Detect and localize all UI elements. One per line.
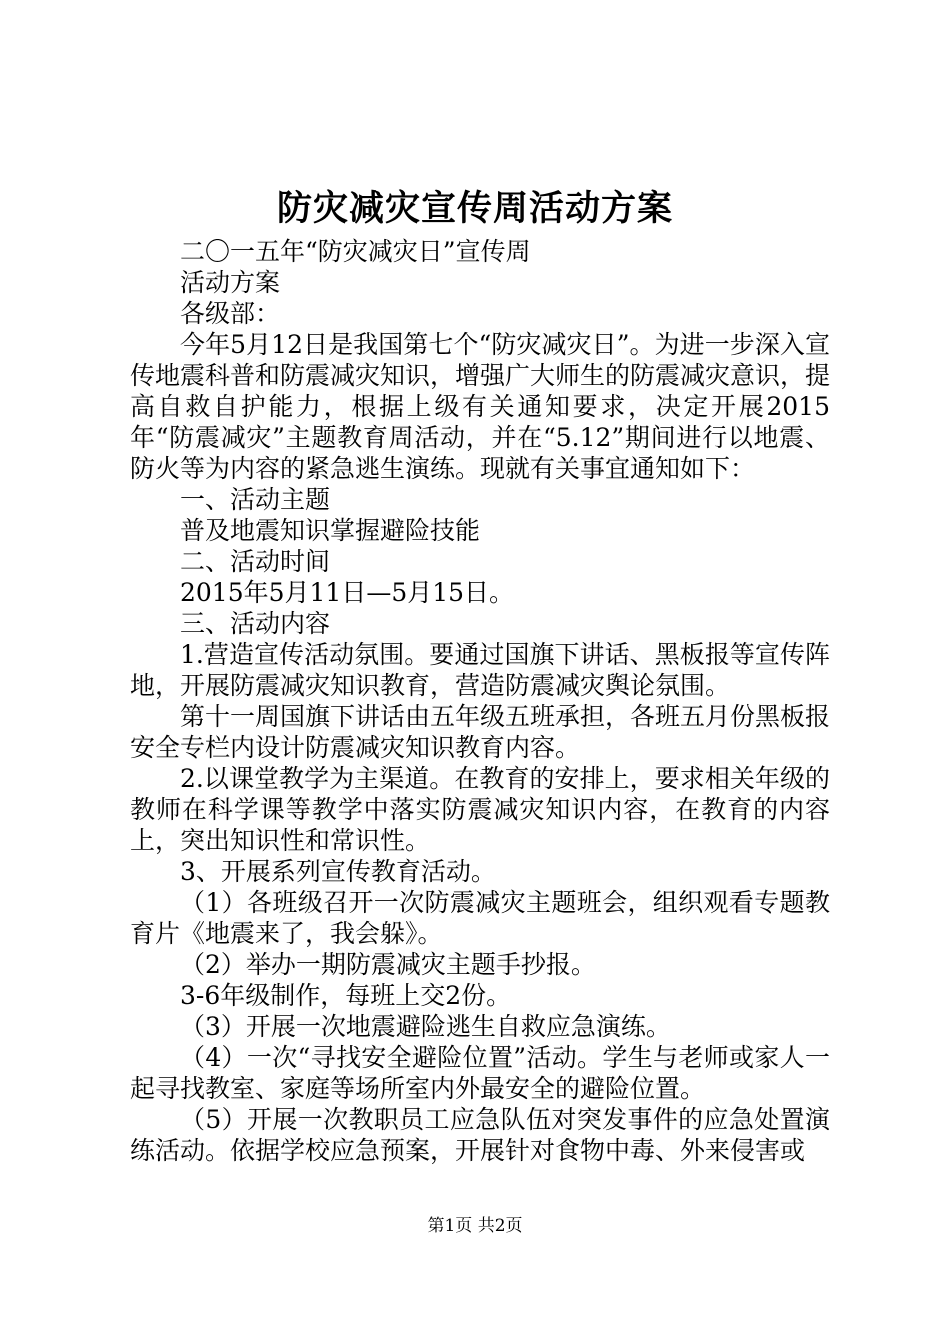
paragraph-13: 3、开展系列宣传教育活动。: [180, 857, 496, 886]
paragraph-2: 活动方案: [180, 268, 281, 297]
paragraph-7: 二、活动时间: [180, 547, 331, 576]
paragraph-14: （1）各班级召开一次防震减灾主题班会，组织观看专题教育片《地震来了，我会躲》。: [130, 888, 830, 948]
paragraph-1: 二〇一五年“防灾减灾日”宣传周: [180, 237, 531, 266]
paragraph-9: 三、活动内容: [180, 609, 331, 638]
paragraph-11: 第十一周国旗下讲话由五年级五班承担，各班五月份黑板报安全专栏内设计防震减灾知识教育内容。: [130, 702, 831, 762]
paragraph-15: （2）举办一期防震减灾主题手抄报。: [180, 950, 596, 979]
paragraph-16: 3-6年级制作，每班上交2份。: [180, 981, 512, 1010]
paragraph-8: 2015年5月11日—5月15日。: [180, 578, 515, 607]
paragraph-4: 今年5月12日是我国第七个“防灾减灾日”。为进一步深入宣传地震科普和防震减灾知识，增强广大师生的防震减灾意识，提高自救自护能力，根据上级有关通知要求，决定开展2015年“防震减灾”主题教育周活动，并在“5.12”期间进行以地震、防火等为内容的紧急逃生演练。现就有关事宜通知如下：: [130, 330, 831, 483]
paragraph-17: （3）开展一次地震避险逃生自救应急演练。: [180, 1012, 671, 1041]
paragraph-19: （5）开展一次教职员工应急队伍对突发事件的应急处置演练活动。依据学校应急预案，开展针对食物中毒、外来侵害或: [130, 1105, 830, 1165]
paragraph-3: 各级部：: [180, 299, 281, 328]
paragraph-18: （4）一次“寻找安全避险位置”活动。学生与老师或家人一起寻找教室、家庭等场所室内外最安全的避险位置。: [130, 1043, 830, 1103]
page-footer: 第1页 共2页: [427, 1216, 523, 1236]
document-body: [130, 236, 830, 1166]
paragraph-5: 一、活动主题: [180, 485, 331, 514]
document-title: 防灾减灾宣传周活动方案: [276, 188, 673, 229]
paragraph-12: 2.以课堂教学为主渠道。在教育的安排上，要求相关年级的教师在科学课等教学中落实防震减灾知识内容，在教育的内容上，突出知识性和常识性。: [130, 764, 830, 855]
paragraph-6: 普及地震知识掌握避险技能: [180, 516, 481, 545]
paragraph-10: 1.营造宣传活动氛围。要通过国旗下讲话、黑板报等宣传阵地，开展防震减灾知识教育，营造防震减灾舆论氛围。: [130, 640, 830, 700]
